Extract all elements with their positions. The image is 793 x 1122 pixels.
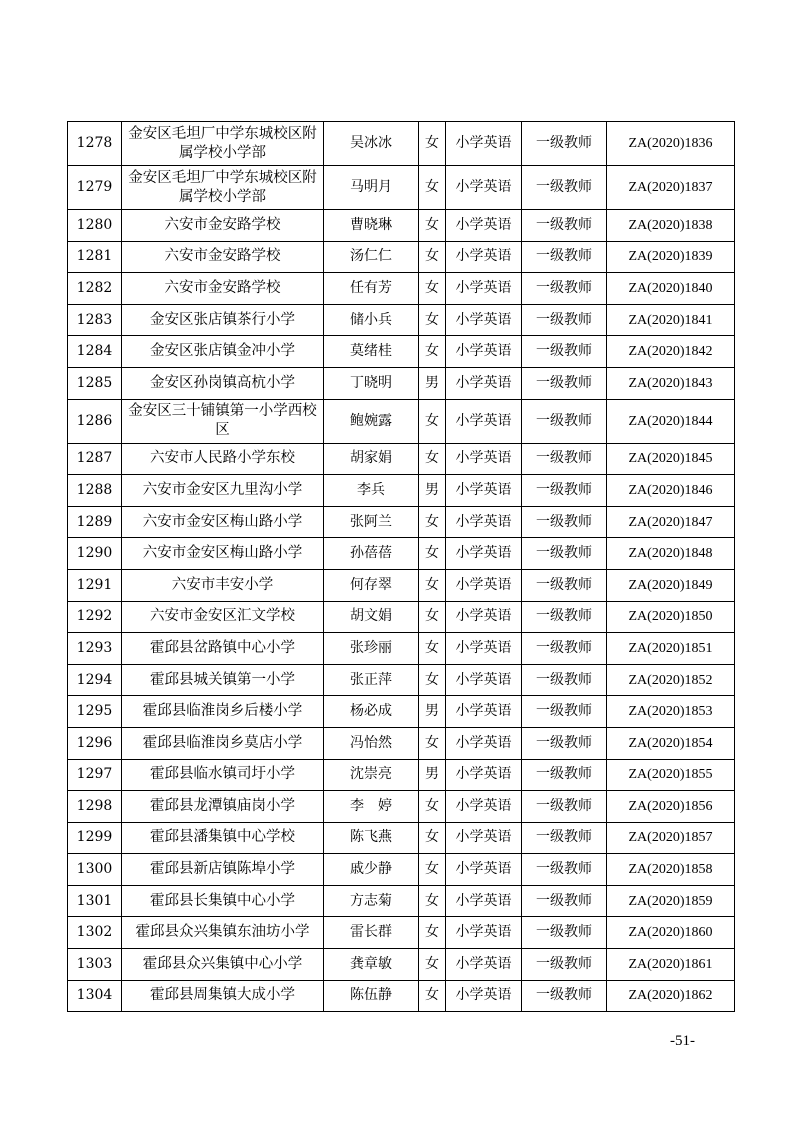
table-row <box>68 122 735 166</box>
rank-title-cell: 一级教师 <box>522 633 607 665</box>
school-cell: 六安市丰安小学 <box>122 569 324 601</box>
row-number-cell: 1293 <box>68 633 122 665</box>
subject-cell: 小学英语 <box>446 917 522 949</box>
subject-cell: 小学英语 <box>446 336 522 368</box>
school-cell: 金安区三十铺镇第一小学西校区 <box>122 399 324 443</box>
row-number-cell: 1289 <box>68 506 122 538</box>
subject-cell: 小学英语 <box>446 122 522 166</box>
table-row <box>68 538 735 570</box>
subject-cell: 小学英语 <box>446 475 522 507</box>
row-number-cell: 1296 <box>68 727 122 759</box>
table-row <box>68 885 735 917</box>
table-row <box>68 696 735 728</box>
school-cell: 霍邱县岔路镇中心小学 <box>122 633 324 665</box>
gender-cell: 女 <box>419 538 446 570</box>
rank-title-cell: 一级教师 <box>522 885 607 917</box>
teacher-name-cell: 曹晓琳 <box>324 210 419 242</box>
certificate-number-cell: ZA(2020)1844 <box>607 399 735 443</box>
rank-title-cell: 一级教师 <box>522 917 607 949</box>
gender-cell: 男 <box>419 367 446 399</box>
gender-cell: 女 <box>419 980 446 1012</box>
subject-cell: 小学英语 <box>446 633 522 665</box>
school-cell: 六安市金安路学校 <box>122 210 324 242</box>
gender-cell: 女 <box>419 885 446 917</box>
row-number-cell: 1284 <box>68 336 122 368</box>
table-row <box>68 759 735 791</box>
rank-title-cell: 一级教师 <box>522 241 607 273</box>
teacher-name-cell: 李 婷 <box>324 791 419 823</box>
rank-title-cell: 一级教师 <box>522 210 607 242</box>
certificate-number-cell: ZA(2020)1855 <box>607 759 735 791</box>
table-row <box>68 949 735 981</box>
teacher-name-cell: 沈崇亮 <box>324 759 419 791</box>
rank-title-cell: 一级教师 <box>522 822 607 854</box>
rank-title-cell: 一级教师 <box>522 367 607 399</box>
certificate-number-cell: ZA(2020)1836 <box>607 122 735 166</box>
teacher-list-table <box>67 121 735 1012</box>
teacher-name-cell: 何存翠 <box>324 569 419 601</box>
rank-title-cell: 一级教师 <box>522 538 607 570</box>
school-cell: 霍邱县龙潭镇庙岗小学 <box>122 791 324 823</box>
school-cell: 金安区毛坦厂中学东城校区附属学校小学部 <box>122 166 324 210</box>
gender-cell: 女 <box>419 633 446 665</box>
row-number-cell: 1300 <box>68 854 122 886</box>
teacher-name-cell: 莫绪桂 <box>324 336 419 368</box>
subject-cell: 小学英语 <box>446 791 522 823</box>
teacher-name-cell: 雷长群 <box>324 917 419 949</box>
row-number-cell: 1286 <box>68 399 122 443</box>
table-row <box>68 822 735 854</box>
row-number-cell: 1292 <box>68 601 122 633</box>
teacher-name-cell: 任有芳 <box>324 273 419 305</box>
certificate-number-cell: ZA(2020)1858 <box>607 854 735 886</box>
certificate-number-cell: ZA(2020)1849 <box>607 569 735 601</box>
school-cell: 金安区张店镇茶行小学 <box>122 304 324 336</box>
certificate-number-cell: ZA(2020)1841 <box>607 304 735 336</box>
gender-cell: 女 <box>419 122 446 166</box>
teacher-name-cell: 孙蓓蓓 <box>324 538 419 570</box>
row-number-cell: 1283 <box>68 304 122 336</box>
school-cell: 霍邱县临水镇司圩小学 <box>122 759 324 791</box>
school-cell: 六安市人民路小学东校 <box>122 443 324 475</box>
school-cell: 金安区孙岗镇高杭小学 <box>122 367 324 399</box>
school-cell: 六安市金安路学校 <box>122 241 324 273</box>
gender-cell: 男 <box>419 475 446 507</box>
teacher-name-cell: 丁晓明 <box>324 367 419 399</box>
subject-cell: 小学英语 <box>446 696 522 728</box>
table-row <box>68 506 735 538</box>
teacher-name-cell: 储小兵 <box>324 304 419 336</box>
table-row <box>68 633 735 665</box>
teacher-name-cell: 张珍丽 <box>324 633 419 665</box>
subject-cell: 小学英语 <box>446 443 522 475</box>
subject-cell: 小学英语 <box>446 601 522 633</box>
row-number-cell: 1280 <box>68 210 122 242</box>
gender-cell: 女 <box>419 854 446 886</box>
row-number-cell: 1298 <box>68 791 122 823</box>
certificate-number-cell: ZA(2020)1861 <box>607 949 735 981</box>
school-cell: 霍邱县众兴集镇东油坊小学 <box>122 917 324 949</box>
teacher-name-cell: 冯怡然 <box>324 727 419 759</box>
rank-title-cell: 一级教师 <box>522 399 607 443</box>
row-number-cell: 1279 <box>68 166 122 210</box>
certificate-number-cell: ZA(2020)1837 <box>607 166 735 210</box>
subject-cell: 小学英语 <box>446 506 522 538</box>
row-number-cell: 1299 <box>68 822 122 854</box>
teacher-name-cell: 马明月 <box>324 166 419 210</box>
certificate-number-cell: ZA(2020)1838 <box>607 210 735 242</box>
table-row <box>68 727 735 759</box>
rank-title-cell: 一级教师 <box>522 475 607 507</box>
rank-title-cell: 一级教师 <box>522 304 607 336</box>
gender-cell: 女 <box>419 304 446 336</box>
gender-cell: 女 <box>419 210 446 242</box>
teacher-name-cell: 李兵 <box>324 475 419 507</box>
table-row <box>68 917 735 949</box>
rank-title-cell: 一级教师 <box>522 949 607 981</box>
table-row <box>68 443 735 475</box>
rank-title-cell: 一级教师 <box>522 854 607 886</box>
gender-cell: 女 <box>419 791 446 823</box>
gender-cell: 女 <box>419 336 446 368</box>
teacher-name-cell: 张正萍 <box>324 664 419 696</box>
gender-cell: 女 <box>419 569 446 601</box>
row-number-cell: 1288 <box>68 475 122 507</box>
row-number-cell: 1281 <box>68 241 122 273</box>
row-number-cell: 1290 <box>68 538 122 570</box>
rank-title-cell: 一级教师 <box>522 569 607 601</box>
subject-cell: 小学英语 <box>446 885 522 917</box>
subject-cell: 小学英语 <box>446 980 522 1012</box>
certificate-number-cell: ZA(2020)1846 <box>607 475 735 507</box>
school-cell: 霍邱县潘集镇中心学校 <box>122 822 324 854</box>
school-cell: 霍邱县临淮岗乡莫店小学 <box>122 727 324 759</box>
school-cell: 霍邱县周集镇大成小学 <box>122 980 324 1012</box>
certificate-number-cell: ZA(2020)1859 <box>607 885 735 917</box>
rank-title-cell: 一级教师 <box>522 791 607 823</box>
subject-cell: 小学英语 <box>446 241 522 273</box>
school-cell: 金安区毛坦厂中学东城校区附属学校小学部 <box>122 122 324 166</box>
rank-title-cell: 一级教师 <box>522 696 607 728</box>
gender-cell: 男 <box>419 759 446 791</box>
teacher-name-cell: 张阿兰 <box>324 506 419 538</box>
subject-cell: 小学英语 <box>446 273 522 305</box>
table-row <box>68 273 735 305</box>
row-number-cell: 1287 <box>68 443 122 475</box>
rank-title-cell: 一级教师 <box>522 980 607 1012</box>
school-cell: 霍邱县长集镇中心小学 <box>122 885 324 917</box>
school-cell: 金安区张店镇金冲小学 <box>122 336 324 368</box>
rank-title-cell: 一级教师 <box>522 601 607 633</box>
gender-cell: 女 <box>419 399 446 443</box>
certificate-number-cell: ZA(2020)1856 <box>607 791 735 823</box>
subject-cell: 小学英语 <box>446 166 522 210</box>
school-cell: 六安市金安区汇文学校 <box>122 601 324 633</box>
certificate-number-cell: ZA(2020)1843 <box>607 367 735 399</box>
gender-cell: 女 <box>419 601 446 633</box>
teacher-name-cell: 龚章敏 <box>324 949 419 981</box>
rank-title-cell: 一级教师 <box>522 506 607 538</box>
row-number-cell: 1304 <box>68 980 122 1012</box>
certificate-number-cell: ZA(2020)1842 <box>607 336 735 368</box>
table-row <box>68 980 735 1012</box>
table-row <box>68 791 735 823</box>
rank-title-cell: 一级教师 <box>522 759 607 791</box>
certificate-number-cell: ZA(2020)1854 <box>607 727 735 759</box>
gender-cell: 女 <box>419 664 446 696</box>
table-row <box>68 336 735 368</box>
gender-cell: 女 <box>419 727 446 759</box>
table-row <box>68 399 735 443</box>
subject-cell: 小学英语 <box>446 822 522 854</box>
row-number-cell: 1297 <box>68 759 122 791</box>
subject-cell: 小学英语 <box>446 949 522 981</box>
table-row <box>68 569 735 601</box>
gender-cell: 女 <box>419 443 446 475</box>
certificate-number-cell: ZA(2020)1847 <box>607 506 735 538</box>
gender-cell: 女 <box>419 949 446 981</box>
row-number-cell: 1301 <box>68 885 122 917</box>
table-row <box>68 210 735 242</box>
page-number: -51- <box>670 1033 695 1049</box>
rank-title-cell: 一级教师 <box>522 443 607 475</box>
school-cell: 六安市金安路学校 <box>122 273 324 305</box>
subject-cell: 小学英语 <box>446 854 522 886</box>
gender-cell: 女 <box>419 273 446 305</box>
gender-cell: 女 <box>419 822 446 854</box>
subject-cell: 小学英语 <box>446 210 522 242</box>
table-row <box>68 166 735 210</box>
certificate-number-cell: ZA(2020)1851 <box>607 633 735 665</box>
row-number-cell: 1303 <box>68 949 122 981</box>
table-row <box>68 601 735 633</box>
table-row <box>68 664 735 696</box>
certificate-number-cell: ZA(2020)1852 <box>607 664 735 696</box>
subject-cell: 小学英语 <box>446 538 522 570</box>
table-row <box>68 367 735 399</box>
school-cell: 霍邱县临淮岗乡后楼小学 <box>122 696 324 728</box>
subject-cell: 小学英语 <box>446 759 522 791</box>
teacher-name-cell: 胡家娟 <box>324 443 419 475</box>
teacher-name-cell: 胡文娟 <box>324 601 419 633</box>
school-cell: 六安市金安区九里沟小学 <box>122 475 324 507</box>
row-number-cell: 1278 <box>68 122 122 166</box>
row-number-cell: 1282 <box>68 273 122 305</box>
teacher-name-cell: 方志菊 <box>324 885 419 917</box>
certificate-number-cell: ZA(2020)1850 <box>607 601 735 633</box>
certificate-number-cell: ZA(2020)1860 <box>607 917 735 949</box>
row-number-cell: 1295 <box>68 696 122 728</box>
certificate-number-cell: ZA(2020)1848 <box>607 538 735 570</box>
certificate-number-cell: ZA(2020)1857 <box>607 822 735 854</box>
certificate-number-cell: ZA(2020)1853 <box>607 696 735 728</box>
teacher-name-cell: 陈飞燕 <box>324 822 419 854</box>
certificate-number-cell: ZA(2020)1839 <box>607 241 735 273</box>
gender-cell: 女 <box>419 166 446 210</box>
teacher-name-cell: 鲍婉露 <box>324 399 419 443</box>
rank-title-cell: 一级教师 <box>522 122 607 166</box>
table-body <box>68 122 735 1012</box>
subject-cell: 小学英语 <box>446 664 522 696</box>
row-number-cell: 1302 <box>68 917 122 949</box>
rank-title-cell: 一级教师 <box>522 727 607 759</box>
gender-cell: 男 <box>419 696 446 728</box>
subject-cell: 小学英语 <box>446 399 522 443</box>
subject-cell: 小学英语 <box>446 569 522 601</box>
table-row <box>68 241 735 273</box>
rank-title-cell: 一级教师 <box>522 273 607 305</box>
school-cell: 霍邱县众兴集镇中心小学 <box>122 949 324 981</box>
rank-title-cell: 一级教师 <box>522 336 607 368</box>
row-number-cell: 1285 <box>68 367 122 399</box>
rank-title-cell: 一级教师 <box>522 166 607 210</box>
certificate-number-cell: ZA(2020)1840 <box>607 273 735 305</box>
subject-cell: 小学英语 <box>446 304 522 336</box>
gender-cell: 女 <box>419 241 446 273</box>
gender-cell: 女 <box>419 917 446 949</box>
certificate-number-cell: ZA(2020)1862 <box>607 980 735 1012</box>
gender-cell: 女 <box>419 506 446 538</box>
school-cell: 霍邱县新店镇陈埠小学 <box>122 854 324 886</box>
teacher-name-cell: 杨必成 <box>324 696 419 728</box>
subject-cell: 小学英语 <box>446 367 522 399</box>
teacher-name-cell: 陈伍静 <box>324 980 419 1012</box>
school-cell: 六安市金安区梅山路小学 <box>122 506 324 538</box>
row-number-cell: 1291 <box>68 569 122 601</box>
table-row <box>68 304 735 336</box>
teacher-name-cell: 吴冰冰 <box>324 122 419 166</box>
table-row <box>68 475 735 507</box>
subject-cell: 小学英语 <box>446 727 522 759</box>
row-number-cell: 1294 <box>68 664 122 696</box>
school-cell: 霍邱县城关镇第一小学 <box>122 664 324 696</box>
teacher-name-cell: 戚少静 <box>324 854 419 886</box>
table-row <box>68 854 735 886</box>
certificate-number-cell: ZA(2020)1845 <box>607 443 735 475</box>
teacher-name-cell: 汤仁仁 <box>324 241 419 273</box>
rank-title-cell: 一级教师 <box>522 664 607 696</box>
school-cell: 六安市金安区梅山路小学 <box>122 538 324 570</box>
